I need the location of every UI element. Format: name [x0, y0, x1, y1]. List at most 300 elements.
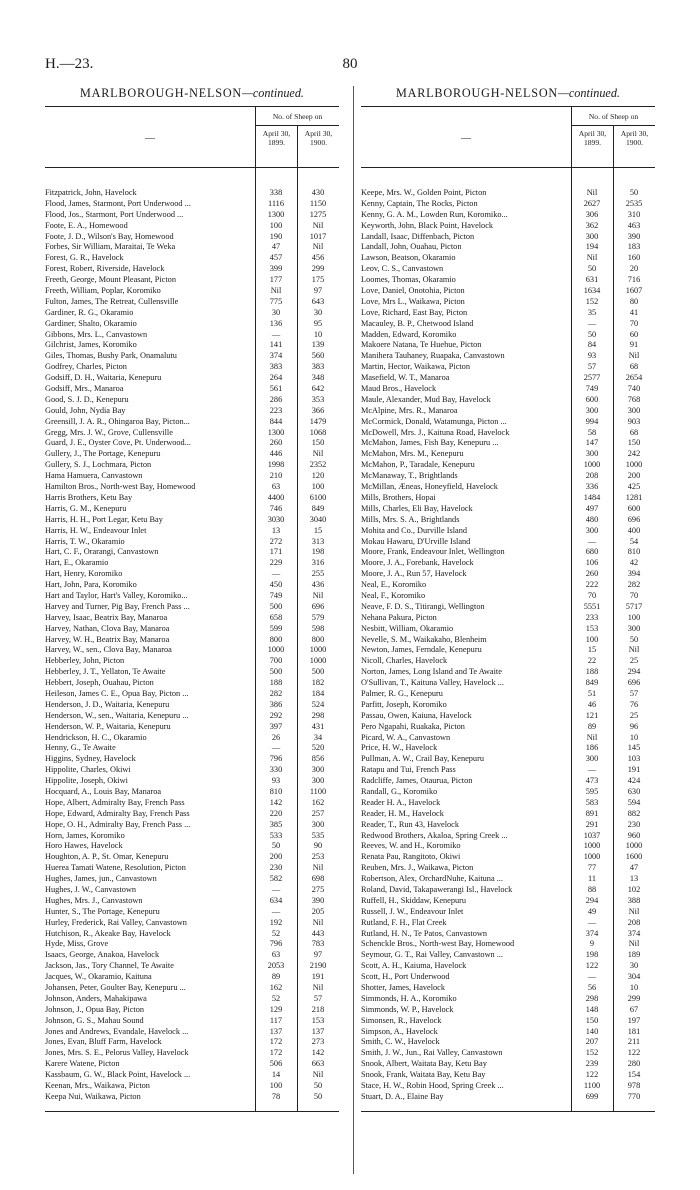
owner-name-cell: Hama Hamuera, Canvastown — [45, 471, 143, 481]
owner-name-cell: Hebbert, Joseph, Ouahau, Picton — [45, 678, 154, 688]
sheep-1900-cell: 300 — [627, 405, 641, 415]
owner-name-cell: Godsiff, Mrs., Manaroa — [45, 384, 124, 394]
sheep-1899-cell: 1100 — [583, 1081, 601, 1091]
table-row — [361, 264, 655, 275]
sheep-1899-cell: 5551 — [583, 601, 601, 611]
sheep-1899-cell: 50 — [271, 841, 281, 851]
region-name: MARLBOROUGH-NELSON — [396, 86, 559, 100]
sheep-1900-cell: 102 — [627, 885, 641, 894]
sheep-1899-cell: Nil — [586, 188, 598, 197]
sheep-1900-cell: 768 — [627, 394, 641, 404]
owner-name-cell: Henderson, W. P., Waitaria, Kenepuru — [45, 721, 171, 731]
table-row — [361, 929, 655, 940]
sheep-1900-cell: 5717 — [625, 601, 643, 611]
sheep-1900-cell: 1150 — [309, 198, 327, 208]
owner-name-cell: Karere Watene, Picton — [45, 1059, 120, 1069]
table-row — [45, 504, 339, 515]
sheep-1900-cell: 91 — [629, 340, 639, 350]
sheep-1900-cell: 1607 — [625, 286, 643, 296]
table-row — [361, 776, 655, 787]
table-row — [45, 373, 339, 384]
sheep-1899-cell: — — [587, 765, 597, 775]
sheep-1899-cell: 9 — [589, 939, 595, 949]
owner-name-cell: Reuben, Mrs. J., Waikawa, Picton — [361, 863, 474, 873]
sheep-1900-cell: 67 — [629, 1004, 639, 1014]
owner-name-cell: Passau, Owen, Kaiuna, Havelock — [361, 710, 472, 720]
table-row — [45, 286, 339, 297]
owner-name-cell: Huerea Tamati Watene, Resolution, Picton — [45, 863, 186, 873]
sheep-1899-cell: 399 — [269, 264, 283, 274]
table-row — [45, 918, 339, 929]
header-1900-line1: April 30, — [620, 129, 649, 138]
sheep-1900-cell: 10 — [629, 983, 639, 993]
owner-name-cell: Hughes, J. W., Canvastown — [45, 885, 137, 894]
body-separator — [571, 168, 572, 1111]
owner-name-cell: Hocquard, A., Louis Bay, Manaroa — [45, 786, 162, 796]
table-row — [45, 896, 339, 907]
sheep-1900-cell: 191 — [627, 765, 641, 775]
table-row — [361, 580, 655, 591]
header-1899-line2: 1899. — [267, 138, 286, 147]
sheep-1899-cell: 52 — [271, 928, 281, 938]
sheep-1900-cell: 390 — [627, 231, 641, 241]
table-row — [361, 831, 655, 842]
sheep-1900-cell: 80 — [629, 296, 639, 306]
owner-name-cell: Hutchison, R., Akeake Bay, Havelock — [45, 928, 171, 938]
header-1899-line1: April 30, — [262, 129, 291, 138]
sheep-1899-cell: 153 — [585, 623, 599, 633]
owner-name-cell: Gullery, J., The Portage, Kenepuru — [45, 449, 161, 459]
sheep-1899-cell: 49 — [587, 906, 597, 916]
table-row — [45, 330, 339, 341]
sheep-1900-cell: Nil — [312, 590, 324, 600]
owner-name-cell: Johansen, Peter, Goulter Bay, Kenepuru ... — [45, 983, 186, 993]
sheep-1900-cell: 96 — [629, 721, 639, 731]
sheep-1899-cell: 89 — [587, 721, 597, 731]
owner-name-cell: Loomes, Thomas, Okaramio — [361, 275, 456, 285]
table-row — [361, 1059, 655, 1070]
table-row — [45, 961, 339, 972]
sheep-1900-cell: 810 — [627, 547, 641, 557]
sheep-1899-cell: 749 — [585, 384, 599, 394]
sheep-1899-cell: 210 — [269, 471, 283, 481]
sheep-1900-cell: 348 — [311, 373, 325, 383]
sheep-1899-cell: 1000 — [267, 645, 285, 655]
sheep-1899-cell: 177 — [269, 275, 283, 285]
region-continued: —continued. — [242, 86, 304, 100]
sheep-1900-cell: 390 — [311, 895, 325, 905]
sheep-1899-cell: 220 — [269, 808, 283, 818]
table-row — [361, 820, 655, 831]
table-row — [361, 602, 655, 613]
sheep-1900-cell: 275 — [311, 885, 325, 894]
table-row — [361, 297, 655, 308]
table-row — [361, 950, 655, 961]
sheep-1900-cell: 960 — [627, 830, 641, 840]
table-row — [361, 1092, 655, 1103]
sheep-1900-cell: 643 — [311, 296, 325, 306]
owner-name-cell: Horo Hawes, Havelock — [45, 841, 123, 851]
sheep-1900-cell: 383 — [311, 362, 325, 372]
owner-name-cell: Mills, Mrs. S. A., Brightlands — [361, 514, 460, 524]
sheep-1899-cell: 129 — [269, 1004, 283, 1014]
sheep-1899-cell: 106 — [585, 558, 599, 568]
owner-name-cell: Foote, J. D., Wilson's Bay, Homewood — [45, 231, 174, 241]
sheep-1899-cell: 500 — [269, 667, 283, 677]
sheep-1899-cell: 994 — [585, 416, 599, 426]
owner-name-cell: Hunter, S., The Portage, Kenepuru — [45, 906, 160, 916]
sheep-1900-cell: 97 — [313, 286, 323, 296]
sheep-1900-cell: 313 — [311, 536, 325, 546]
sheep-1899-cell: 136 — [269, 318, 283, 328]
owner-name-cell: Shotter, James, Havelock — [361, 983, 445, 993]
table-row — [361, 471, 655, 482]
sheep-1900-cell: 54 — [629, 536, 639, 546]
sheep-1900-cell: 103 — [627, 754, 641, 764]
owner-name-cell: Simmonds, W. P., Havelock — [361, 1004, 454, 1014]
sheep-1900-cell: 698 — [311, 874, 325, 884]
table-header — [45, 106, 339, 168]
owner-name-cell: Smith, J. W., Jun., Rai Valley, Canvastown — [361, 1048, 503, 1058]
sheep-1899-cell: — — [271, 329, 281, 339]
owner-name-cell: Simmonds, H. A., Koromiko — [361, 993, 457, 1003]
owner-name-cell: Love, Mrs L., Waikawa, Picton — [361, 296, 465, 306]
owner-name-cell: Jones, Mrs. S. E., Pelorus Valley, Havelock — [45, 1048, 189, 1058]
sheep-1900-cell: Nil — [312, 863, 324, 873]
sheep-1899-cell: 121 — [585, 710, 599, 720]
table-row — [45, 558, 339, 569]
sheep-1899-cell: 233 — [585, 612, 599, 622]
owner-name-cell: McAlpine, Mrs. R., Manaroa — [361, 405, 458, 415]
sheep-1899-cell: 330 — [269, 765, 283, 775]
owner-name-cell: Reader, H. M., Havelock — [361, 808, 444, 818]
sheep-1900-cell: 696 — [311, 601, 325, 611]
sheep-1900-cell: 6100 — [309, 492, 327, 502]
table-row — [361, 613, 655, 624]
table-title — [45, 86, 339, 106]
table-row — [361, 809, 655, 820]
table-row — [361, 1081, 655, 1092]
table-row — [361, 537, 655, 548]
table-row — [361, 482, 655, 493]
sheep-1899-cell: 77 — [587, 863, 597, 873]
owner-name-cell: McMahon, James, Fish Bay, Kenepuru ... — [361, 438, 499, 448]
owner-name-cell: Forest, Robert, Riverside, Havelock — [45, 264, 165, 274]
sheep-1899-cell: — — [271, 885, 281, 894]
sheep-1899-cell: 775 — [269, 296, 283, 306]
table-row — [45, 798, 339, 809]
owner-name-cell: Snook, Frank, Waitata Bay, Ketu Bay — [361, 1070, 486, 1080]
table-row — [361, 362, 655, 373]
sheep-1899-cell: 222 — [585, 580, 599, 590]
sheep-1899-cell: 122 — [585, 1070, 599, 1080]
table-row — [45, 1016, 339, 1027]
owner-name-cell: Stuart, D. A., Elaine Bay — [361, 1091, 444, 1101]
sheep-1900-cell: 770 — [627, 1091, 641, 1101]
owner-name-cell: Scott, A. H., Kaiuma, Havelock — [361, 961, 467, 971]
sheep-1899-cell: 171 — [269, 547, 283, 557]
owner-name-cell: McCormick, Donald, Watamunga, Picton ... — [361, 416, 507, 426]
table-row — [361, 1048, 655, 1059]
owner-name-cell: Ratapu and Tui, French Pass — [361, 765, 456, 775]
left-table — [45, 86, 339, 1112]
table-row — [45, 297, 339, 308]
owner-name-cell: Roland, David, Takapawerangi Isl., Havelock — [361, 885, 513, 894]
sheep-1900-cell: 1000 — [309, 645, 327, 655]
sheep-1900-cell: 15 — [313, 525, 323, 535]
sheep-1899-cell: 260 — [585, 569, 599, 579]
owner-name-cell: Moore, J. A., Run 57, Havelock — [361, 569, 467, 579]
sheep-1900-cell: 30 — [313, 307, 323, 317]
sheep-1899-cell: 51 — [587, 688, 597, 698]
sheep-1900-cell: 431 — [311, 721, 325, 731]
sheep-1899-cell: 383 — [269, 362, 283, 372]
owner-name-cell: Pero Ngapahi, Ruakaka, Picton — [361, 721, 465, 731]
sheep-1900-cell: 50 — [629, 188, 639, 197]
table-row — [45, 754, 339, 765]
sheep-1900-cell: 598 — [311, 623, 325, 633]
owner-name-cell: Keepa Nui, Waikawa, Picton — [45, 1091, 141, 1101]
sheep-1899-cell: 1000 — [583, 841, 601, 851]
sheep-1899-cell: 457 — [269, 253, 283, 263]
owner-name-cell: Simonsen, R., Havelock — [361, 1015, 442, 1025]
sheep-1900-cell: 25 — [629, 656, 639, 666]
sheep-1900-cell: 184 — [311, 688, 325, 698]
table-row — [45, 841, 339, 852]
owner-name-cell: Godsiff, D. H., Waitaria, Kenepuru — [45, 373, 162, 383]
sheep-1899-cell: 300 — [585, 231, 599, 241]
sheep-1900-cell: 25 — [629, 710, 639, 720]
sheep-1900-cell: 97 — [313, 950, 323, 960]
sheep-1900-cell: 3040 — [309, 514, 327, 524]
table-row — [45, 264, 339, 275]
sheep-1899-cell: 2053 — [267, 961, 285, 971]
sheep-1899-cell: 844 — [269, 416, 283, 426]
sheep-1900-cell: 716 — [627, 275, 641, 285]
sheep-1900-cell: 183 — [627, 242, 641, 252]
owner-name-cell: Harris, G. M., Kenepuru — [45, 503, 127, 513]
sheep-1899-cell: 2627 — [583, 198, 601, 208]
sheep-1900-cell: 211 — [627, 1037, 641, 1047]
table-row — [45, 515, 339, 526]
sheep-1900-cell: 696 — [627, 514, 641, 524]
sheep-1899-cell: 561 — [269, 384, 283, 394]
owner-name-cell: Palmer, R. G., Kenepuru — [361, 688, 443, 698]
table-row — [45, 580, 339, 591]
sheep-1899-cell: 446 — [269, 449, 283, 459]
sheep-1899-cell: 230 — [269, 863, 283, 873]
sheep-1899-cell: 1037 — [583, 830, 601, 840]
owner-name-cell: Harris, H. H., Port Legar, Ketu Bay — [45, 514, 163, 524]
sheep-1900-cell: 68 — [629, 427, 639, 437]
header-sheep-group: No. of Sheep on — [272, 112, 323, 121]
table-row — [361, 961, 655, 972]
table-row — [361, 308, 655, 319]
owner-name-cell: Flood, Jos., Starmont, Port Underwood ... — [45, 209, 184, 219]
table-row — [45, 362, 339, 373]
sheep-1900-cell: 298 — [311, 710, 325, 720]
owner-name-cell: McManaway, T., Brightlands — [361, 471, 458, 481]
sheep-1899-cell: 282 — [269, 688, 283, 698]
sheep-1900-cell: 160 — [627, 253, 641, 263]
table-row — [45, 547, 339, 558]
owner-name-cell: Russell, J. W., Endeavour Inlet — [361, 906, 464, 916]
owner-name-cell: McMahon, P., Taradale, Kenepuru — [361, 460, 475, 470]
sheep-1900-cell: 1281 — [625, 492, 643, 502]
table-row — [45, 929, 339, 940]
sheep-1899-cell: 22 — [587, 656, 597, 666]
sheep-1900-cell: 100 — [627, 612, 641, 622]
owner-name-cell: Hart, E., Okaramio — [45, 558, 109, 568]
owner-name-cell: Keyworth, John, Black Point, Havelock — [361, 220, 494, 230]
owner-name-cell: Jones, Evan, Bluff Farm, Havelock — [45, 1037, 162, 1047]
sheep-1900-cell: 316 — [311, 558, 325, 568]
sheep-1900-cell: Nil — [312, 449, 324, 459]
column-divider — [353, 86, 354, 1174]
sheep-1899-cell: 142 — [269, 797, 283, 807]
sheep-1899-cell: 198 — [585, 950, 599, 960]
sheep-1900-cell: 425 — [627, 482, 641, 492]
sheep-1900-cell: 95 — [313, 318, 323, 328]
sheep-1900-cell: 120 — [311, 471, 325, 481]
owner-name-cell: Picard, W. A., Canvastown — [361, 732, 451, 742]
table-row — [361, 1037, 655, 1048]
sheep-1900-cell: 10 — [629, 732, 639, 742]
sheep-1900-cell: 300 — [627, 623, 641, 633]
sheep-1899-cell: 140 — [585, 1026, 599, 1036]
sheep-1899-cell: 1000 — [583, 460, 601, 470]
table-row — [45, 319, 339, 330]
table-row — [45, 428, 339, 439]
table-row — [45, 656, 339, 667]
table-row — [361, 232, 655, 243]
sheep-1900-cell: 374 — [627, 928, 641, 938]
owner-name-cell: Mills, Charles, Eli Bay, Havelock — [361, 503, 473, 513]
sheep-1900-cell: 70 — [629, 318, 639, 328]
sheep-1899-cell: 208 — [585, 471, 599, 481]
table-row — [361, 591, 655, 602]
table-row — [45, 449, 339, 460]
owner-name-cell: Jacques, W., Okaramio, Kaituna — [45, 972, 152, 982]
sheep-1900-cell: 282 — [627, 580, 641, 590]
table-row — [361, 972, 655, 983]
sheep-1899-cell: 891 — [585, 808, 599, 818]
table-row — [361, 395, 655, 406]
sheep-1899-cell: 260 — [269, 438, 283, 448]
page-number: 80 — [342, 56, 358, 72]
owner-name-cell: Fitzpatrick, John, Havelock — [45, 188, 137, 197]
sheep-1900-cell: 273 — [311, 1037, 325, 1047]
owner-name-cell: Hart and Taylor, Hart's Valley, Koromiko... — [45, 590, 188, 600]
owner-name-cell: Neal, F., Koromiko — [361, 590, 426, 600]
table-row — [361, 939, 655, 950]
sheep-1899-cell: 188 — [269, 678, 283, 688]
sheep-1899-cell: 338 — [269, 188, 283, 197]
owner-name-cell: Hippolite, Joseph, Okiwi — [45, 776, 128, 786]
table-row — [361, 722, 655, 733]
table-row — [361, 841, 655, 852]
sheep-1899-cell: 194 — [585, 242, 599, 252]
body-separator — [297, 168, 298, 1111]
owner-name-cell: Snook, Albert, Waitata Bay, Ketu Bay — [361, 1059, 487, 1069]
owner-name-cell: Hart, Henry, Koromiko — [45, 569, 123, 579]
owner-name-cell: Hart, C. F., Orarangi, Canvastown — [45, 547, 159, 557]
owner-name-cell: Price, H. W., Havelock — [361, 743, 438, 753]
sheep-1900-cell: 366 — [311, 405, 325, 415]
sheep-1900-cell: Nil — [312, 917, 324, 927]
owner-name-cell: Nesbitt, William, Okaramio — [361, 623, 454, 633]
table-row — [361, 515, 655, 526]
owner-name-cell: Hyde, Miss, Grove — [45, 939, 109, 949]
table-row — [361, 221, 655, 232]
sheep-1900-cell: 1275 — [309, 209, 327, 219]
sheep-1899-cell: 35 — [587, 307, 597, 317]
table-row — [361, 645, 655, 656]
owner-name-cell: Higgins, Sydney, Havelock — [45, 754, 136, 764]
owner-name-cell: Renata Pau, Rangitoto, Okiwi — [361, 852, 461, 862]
sheep-1899-cell: 186 — [585, 743, 599, 753]
table-row — [361, 438, 655, 449]
owner-name-cell: Seymour, G. T., Rai Valley, Canvastown ... — [361, 950, 504, 960]
sheep-1900-cell: 154 — [627, 1070, 641, 1080]
table-row — [45, 809, 339, 820]
table-row — [361, 384, 655, 395]
owner-name-cell: Hope, Edward, Admiralty Bay, French Pass — [45, 808, 190, 818]
table-row — [361, 678, 655, 689]
table-row — [361, 275, 655, 286]
owner-name-cell: Scott, H., Port Underwood — [361, 972, 450, 982]
table-row — [45, 537, 339, 548]
sheep-1900-cell: 882 — [627, 808, 641, 818]
table-body — [361, 168, 655, 1112]
table-row — [361, 188, 655, 199]
sheep-1900-cell: 663 — [311, 1059, 325, 1069]
sheep-1900-cell: 456 — [311, 253, 325, 263]
sheep-1900-cell: 642 — [311, 384, 325, 394]
sheep-1900-cell: 50 — [629, 634, 639, 644]
sheep-1899-cell: 583 — [585, 797, 599, 807]
table-row — [45, 395, 339, 406]
sheep-1900-cell: 594 — [627, 797, 641, 807]
sheep-1899-cell: 473 — [585, 776, 599, 786]
sheep-1899-cell: 272 — [269, 536, 283, 546]
sheep-1899-cell: 1116 — [268, 198, 284, 208]
sheep-1899-cell: 2577 — [583, 373, 601, 383]
sheep-1899-cell: 300 — [585, 525, 599, 535]
sheep-1899-cell: 152 — [585, 1048, 599, 1058]
sheep-1900-cell: 10 — [313, 329, 323, 339]
sheep-1899-cell: 223 — [269, 405, 283, 415]
table-row — [361, 526, 655, 537]
sheep-1899-cell: 300 — [585, 754, 599, 764]
sheep-1900-cell: 253 — [311, 852, 325, 862]
table-row — [361, 711, 655, 722]
sheep-1899-cell: — — [271, 743, 281, 753]
sheep-1900-cell: 191 — [311, 972, 325, 982]
sheep-1900-cell: Nil — [312, 1070, 324, 1080]
sheep-1900-cell: 198 — [311, 547, 325, 557]
table-row — [45, 526, 339, 537]
sheep-1900-cell: 230 — [627, 819, 641, 829]
table-row — [361, 460, 655, 471]
sheep-1899-cell: 137 — [269, 1026, 283, 1036]
table-row — [45, 1070, 339, 1081]
sheep-1900-cell: 430 — [311, 188, 325, 197]
owner-name-cell: Gardiner, R. G., Okaramio — [45, 307, 134, 317]
owner-name-cell: Madden, Edward, Koromiko — [361, 329, 457, 339]
sheep-1899-cell: 749 — [269, 590, 283, 600]
sheep-1899-cell: 1300 — [267, 427, 285, 437]
